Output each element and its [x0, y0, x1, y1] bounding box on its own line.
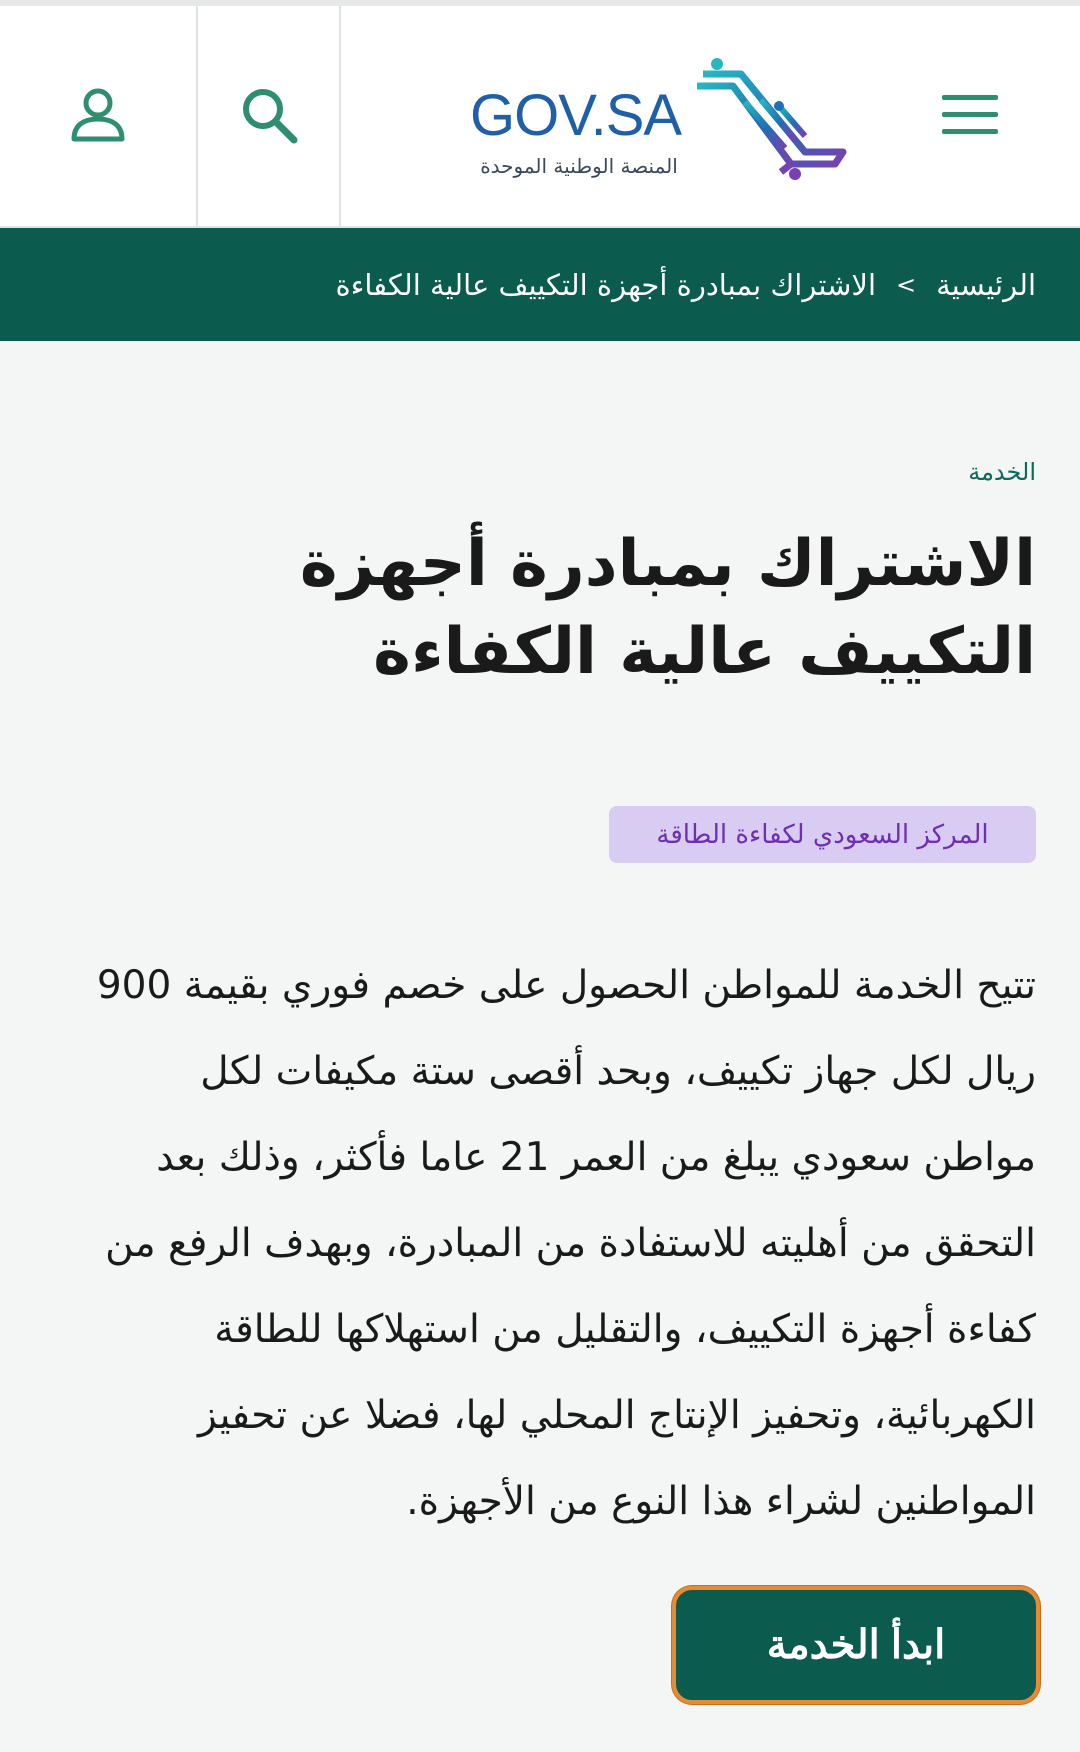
search-button[interactable]: [198, 6, 341, 228]
menu-button[interactable]: [910, 6, 1030, 228]
breadcrumb-current: الاشتراك بمبادرة أجهزة التكييف عالية الكفاءة: [335, 267, 876, 302]
user-icon: [68, 85, 128, 149]
gov-sa-logo[interactable]: [470, 44, 870, 184]
logo-subtitle: المنصة الوطنية الموحدة: [480, 154, 678, 178]
site-header: [0, 6, 1080, 228]
breadcrumb: [0, 228, 1080, 341]
search-icon: [238, 84, 300, 150]
provider-badge[interactable]: المركز السعودي لكفاءة الطاقة: [609, 806, 1036, 863]
breadcrumb-separator: >: [896, 270, 917, 299]
logo-mark-icon: [695, 52, 855, 184]
hamburger-menu-icon: [940, 93, 1000, 141]
logo-text: GOV.SA: [470, 83, 682, 148]
page-title: الاشتراك بمبادرة أجهزة التكييف عالية الكفاءة: [299, 527, 1036, 689]
service-eyebrow: الخدمة: [968, 458, 1036, 486]
service-description: تتيح الخدمة للمواطن الحصول على خصم فوري بقيمة 900 ريال لكل جهاز تكييف، وبحد أقصى ستة مكيفات لكل مواطن سعودي يبلغ من العمر 21 عاما فأكثر، وذلك بعد التحقق من أهليته للاستفادة من المبادرة، وبهدف الرفع من كفاءة أجهزة التكييف، والتقليل من استهلاكها للطاقة الكهربائية، وتحفيز الإنتاج المحلي لها، فضلا عن تحفيز المواطنين لشراء هذا النوع من الأجهزة.: [96, 963, 1036, 1524]
start-service-button[interactable]: ابدأ الخدمة: [672, 1586, 1040, 1704]
breadcrumb-home[interactable]: الرئيسية: [936, 267, 1036, 302]
user-button[interactable]: [0, 6, 198, 228]
